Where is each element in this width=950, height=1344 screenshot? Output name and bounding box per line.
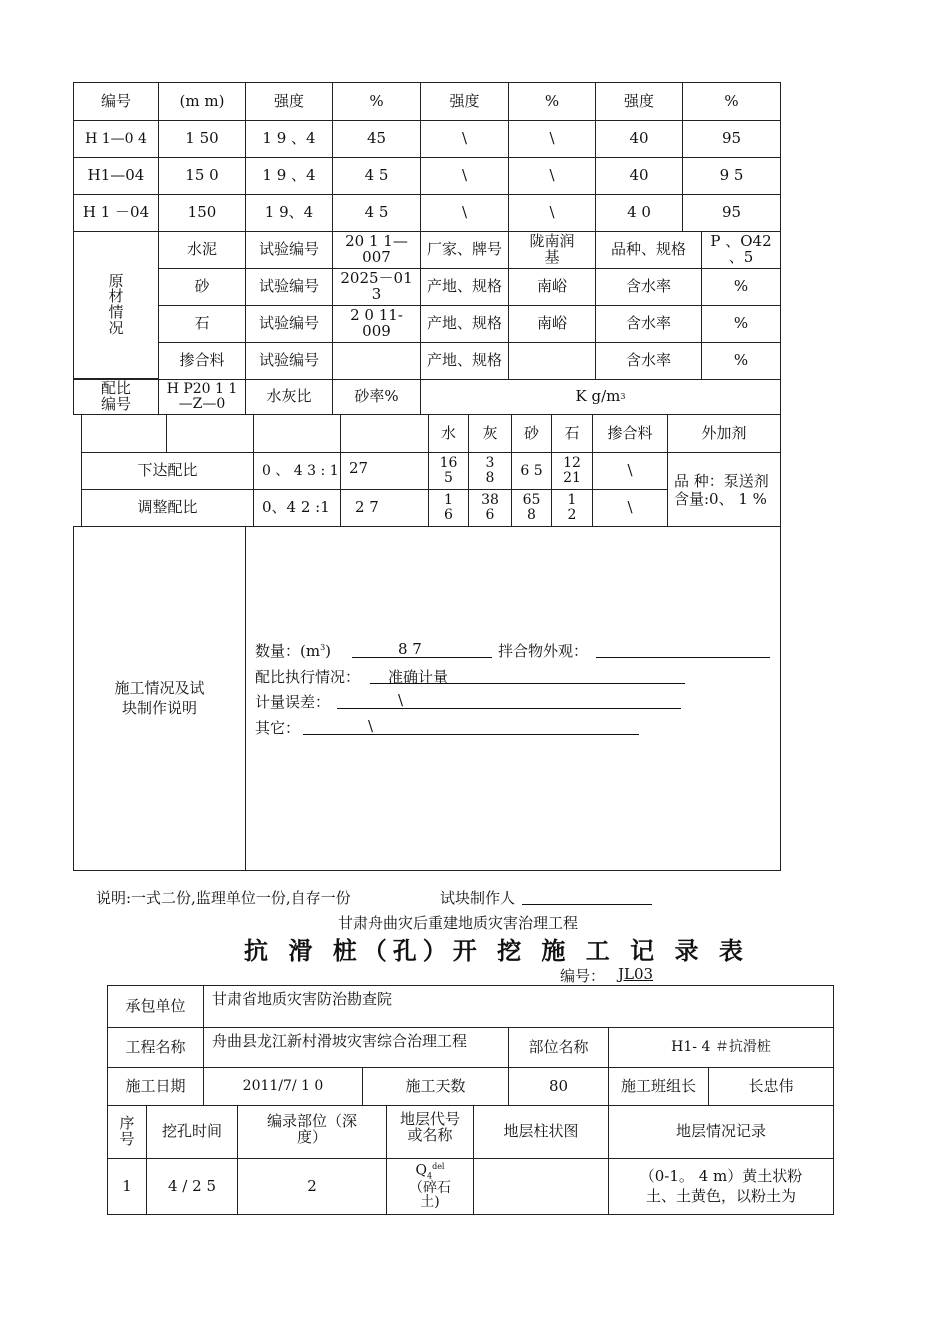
subheader-admixture: 掺合料 — [592, 414, 668, 453]
material-origin-value: 南峪 — [508, 268, 596, 306]
mix-blank-cell — [81, 414, 167, 453]
days-label: 施工天数 — [362, 1067, 509, 1106]
table-row-3-cell-6: \ — [508, 194, 596, 232]
materials-label: 原材情况 — [73, 231, 159, 379]
issued-mix-label: 下达配比 — [81, 452, 254, 490]
material-name-admixture: 掺合料 — [158, 342, 246, 380]
table-row-2-cell-7: 40 — [595, 157, 683, 195]
stratum-symbol-sub: 4 — [426, 1171, 433, 1181]
table-row-3-cell-4: 4 5 — [332, 194, 421, 232]
header-pct-1: % — [332, 82, 421, 121]
date-label: 施工日期 — [107, 1067, 204, 1106]
additive-info: 品 种：泵送剂 含量:0、 1 % — [667, 452, 781, 527]
construction-label: 施工情况及试块制作说明 — [73, 526, 246, 871]
table-row-3-cell-7: 4 0 — [595, 194, 683, 232]
header-column-chart: 地层柱状图 — [473, 1105, 609, 1159]
material-origin-value: 陇南润基 — [508, 231, 596, 269]
header-pct-2: % — [508, 82, 596, 121]
material-name-stone: 石 — [158, 305, 246, 343]
stratum-symbol — [416, 1163, 445, 1181]
header-stratum-record: 地层情况记录 — [608, 1105, 834, 1159]
unit-label — [420, 379, 781, 415]
adjusted-water: 1 6 — [428, 489, 469, 527]
table-row-1-cell-1: H 1—0 4 — [73, 120, 159, 158]
exec-value: 准确计量 — [388, 668, 449, 686]
project-value: 舟曲县龙江新村滑坡灾害综合治理工程 — [203, 1027, 509, 1068]
sand-ratio-label: 砂率% — [332, 379, 421, 415]
header-pct-3: % — [682, 82, 781, 121]
stratum-symbol-main: Q — [415, 1162, 427, 1179]
unit-superscript: 3 — [620, 391, 626, 401]
part-label: 部位名称 — [508, 1027, 609, 1068]
date-value: 2011/7/ 1 0 — [203, 1067, 363, 1106]
table-row-2-cell-6: \ — [508, 157, 596, 195]
material-moisture-label: 含水率 — [595, 305, 702, 343]
error-value: \ — [398, 691, 404, 709]
material-spec-label: 品种、规格 — [595, 231, 702, 269]
maker-label: 试块制作人 — [440, 889, 516, 907]
header-mm: (m m) — [158, 82, 246, 121]
material-moisture-label: 含水率 — [595, 268, 702, 306]
material-moisture-value: % — [701, 305, 781, 343]
adjusted-admixture: \ — [592, 489, 668, 527]
table-row-2-cell-8: 9 5 — [682, 157, 781, 195]
header-strength-1: 强度 — [245, 82, 333, 121]
material-moisture-label: 含水率 — [595, 342, 702, 380]
subheader-sand: 砂 — [511, 414, 552, 453]
table-row-2-cell-5: \ — [420, 157, 509, 195]
header-stratum-code: 地层代号或名称 — [386, 1105, 474, 1159]
quantity-label — [255, 640, 331, 661]
material-origin-label: 厂家、牌号 — [420, 231, 509, 269]
issued-sand-ratio: 27 — [340, 452, 429, 490]
table-row-3-cell-3: 1 9、4 — [245, 194, 333, 232]
form-number-value: JL03 — [618, 965, 654, 983]
mix-code-value: H P20 1 1—Z—0 — [158, 379, 246, 415]
mix-blank-cell — [253, 414, 341, 453]
team-label: 施工班组长 — [608, 1067, 709, 1106]
table-row-2-cell-2: 15 0 — [158, 157, 246, 195]
row-stratum-record: （0-1。 4 m）黄土状粉土、土黄色，以粉土为 — [608, 1158, 834, 1215]
table-row-3-cell-8: 95 — [682, 194, 781, 232]
material-test-label: 试验编号 — [245, 268, 333, 306]
table-row-1-cell-2: 1 50 — [158, 120, 246, 158]
adjusted-cement: 38 6 — [468, 489, 512, 527]
part-value: H1- 4 ＃抗滑桩 — [608, 1027, 834, 1068]
material-test-number: 2025－01 3 — [332, 268, 421, 306]
material-moisture-value: % — [701, 342, 781, 380]
adjusted-mix-label: 调整配比 — [81, 489, 254, 527]
material-origin-label: 产地、规格 — [420, 342, 509, 380]
row-column-chart — [473, 1158, 609, 1215]
note-text: 说明:一式二份,监理单位一份,自存一份 — [96, 889, 351, 907]
material-test-number: 20 1 1—007 — [332, 231, 421, 269]
subheader-water: 水 — [428, 414, 469, 453]
appearance-label: 拌合物外观： — [498, 642, 589, 660]
table-row-1-cell-3: 1 9 、4 — [245, 120, 333, 158]
error-label: 计量误差： — [255, 693, 331, 711]
team-value: 长忠伟 — [708, 1067, 834, 1106]
material-origin-label: 产地、规格 — [420, 305, 509, 343]
issued-wc-ratio: 0 、 4 3 : 1 — [253, 452, 341, 490]
header-time: 挖孔时间 — [146, 1105, 238, 1159]
mix-blank-cell — [340, 414, 429, 453]
contractor-value: 甘肃省地质灾害防治勘查院 — [203, 985, 834, 1028]
header-seq: 序号 — [107, 1105, 147, 1159]
material-test-label: 试验编号 — [245, 231, 333, 269]
table-row-1-cell-8: 95 — [682, 120, 781, 158]
form-number-label: 编号： — [560, 967, 606, 985]
other-value: \ — [368, 717, 374, 735]
adjusted-sand: 65 8 — [511, 489, 552, 527]
row-time: 4 / 2 5 — [146, 1158, 238, 1215]
material-test-number — [332, 342, 421, 380]
header-strength-2: 强度 — [420, 82, 509, 121]
page-title: 抗 滑 桩（孔）开 挖 施 工 记 录 表 — [244, 936, 749, 965]
quantity-label-end: ) — [325, 642, 332, 660]
adjusted-stone: 1 2 — [551, 489, 593, 527]
subheader-cement: 灰 — [468, 414, 512, 453]
issued-admixture: \ — [592, 452, 668, 490]
days-value: 80 — [508, 1067, 609, 1106]
material-spec-value: P 、O42 、5 — [701, 231, 781, 269]
other-label: 其它： — [255, 719, 301, 737]
project-header: 甘肃舟曲灾后重建地质灾害治理工程 — [338, 914, 579, 932]
material-test-label: 试验编号 — [245, 305, 333, 343]
row-seq: 1 — [107, 1158, 147, 1215]
subheader-additive: 外加剂 — [667, 414, 781, 453]
unit-text: K g/m — [575, 387, 621, 406]
table-row-2-cell-3: 1 9 、4 — [245, 157, 333, 195]
material-origin-value: 南峪 — [508, 305, 596, 343]
material-test-number: 2 0 11-009 — [332, 305, 421, 343]
row-depth: 2 — [237, 1158, 387, 1215]
project-label: 工程名称 — [107, 1027, 204, 1068]
quantity-label-text: 数量：(m — [255, 642, 321, 660]
row-stratum-code — [386, 1158, 474, 1215]
issued-water: 16 5 — [428, 452, 469, 490]
table-row-1-cell-6: \ — [508, 120, 596, 158]
water-cement-label: 水灰比 — [245, 379, 333, 415]
header-depth: 编录部位（深度） — [237, 1105, 387, 1159]
adjusted-wc-ratio: 0、4 2 :1 — [253, 489, 341, 527]
material-moisture-value: % — [701, 268, 781, 306]
exec-label: 配比执行情况： — [255, 668, 361, 686]
issued-sand: 6 5 — [511, 452, 552, 490]
issued-stone: 12 21 — [551, 452, 593, 490]
header-strength-3: 强度 — [595, 82, 683, 121]
material-origin-label: 产地、规格 — [420, 268, 509, 306]
stratum-symbol-sup: del — [432, 1161, 445, 1171]
header-number: 编号 — [73, 82, 159, 121]
material-origin-value — [508, 342, 596, 380]
adjusted-sand-ratio: 2 7 — [340, 489, 429, 527]
subheader-stone: 石 — [551, 414, 593, 453]
mix-blank-cell — [166, 414, 254, 453]
table-row-1-cell-4: 45 — [332, 120, 421, 158]
table-row-1-cell-7: 40 — [595, 120, 683, 158]
table-row-2-cell-1: H1—04 — [73, 157, 159, 195]
stratum-name: （碎石土) — [409, 1179, 451, 1211]
quantity-superscript: 3 — [320, 643, 326, 652]
material-test-label: 试验编号 — [245, 342, 333, 380]
material-name-cement: 水泥 — [158, 231, 246, 269]
table-row-2-cell-4: 4 5 — [332, 157, 421, 195]
issued-cement: 3 8 — [468, 452, 512, 490]
quantity-value: 8 7 — [398, 640, 422, 658]
table-row-3-cell-1: H 1 －04 — [73, 194, 159, 232]
table-row-1-cell-5: \ — [420, 120, 509, 158]
material-name-sand: 砂 — [158, 268, 246, 306]
mix-code-label: 配比编号 — [73, 379, 159, 415]
table-row-3-cell-5: \ — [420, 194, 509, 232]
table-row-3-cell-2: 150 — [158, 194, 246, 232]
contractor-label: 承包单位 — [107, 985, 204, 1028]
